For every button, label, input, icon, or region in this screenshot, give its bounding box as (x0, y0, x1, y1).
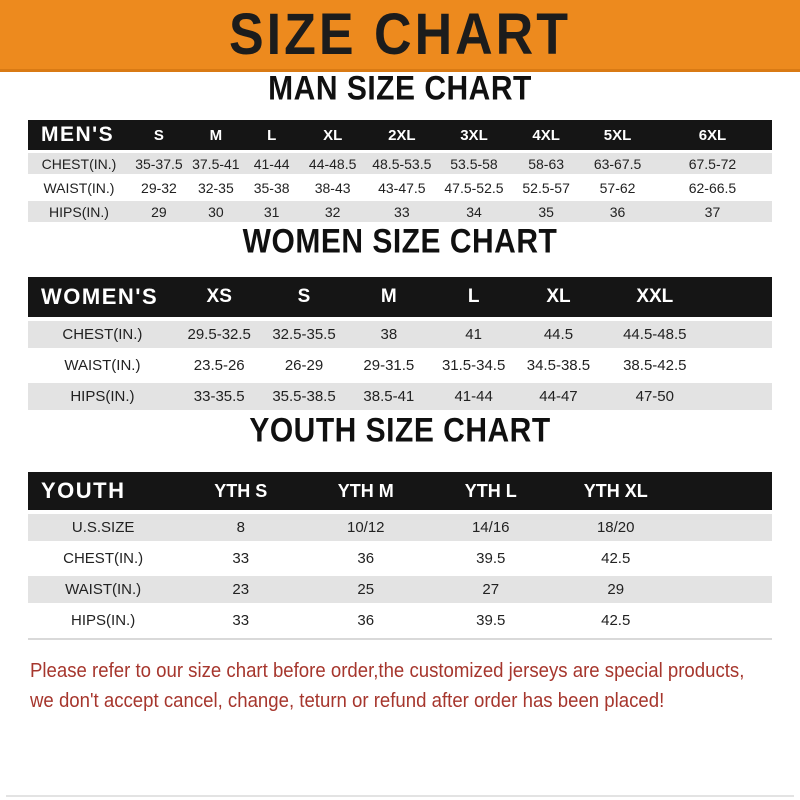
cell: 42.5 (553, 607, 678, 634)
women-chest-row (28, 321, 772, 348)
women-section (0, 222, 800, 414)
youth-col-header: YTH S (178, 472, 303, 510)
cell: 53.5-58 (438, 153, 510, 174)
cell: 31.5-34.5 (431, 352, 516, 379)
cell: 67.5-72 (653, 153, 772, 174)
row-label: WAIST(IN.) (28, 576, 178, 603)
youth-hips-row (28, 607, 772, 634)
row-label: WAIST(IN.) (28, 352, 177, 379)
youth-col-header: YTH XL (553, 472, 678, 510)
cell: 35-38 (244, 177, 300, 198)
row-label: CHEST(IN.) (28, 545, 178, 572)
cell: 10/12 (303, 514, 428, 541)
men-waist-row (28, 177, 772, 198)
men-size-table (28, 117, 772, 225)
size-chart-banner (0, 0, 800, 72)
row-label: HIPS(IN.) (28, 607, 178, 634)
cell: 30 (188, 201, 244, 222)
cell: 29 (553, 576, 678, 603)
cell: 35.5-38.5 (262, 383, 347, 410)
cell: 36 (303, 545, 428, 572)
cell: 8 (178, 514, 303, 541)
women-col-header: XL (516, 277, 601, 317)
cell: 35 (510, 201, 582, 222)
empty-cell (678, 545, 772, 572)
cell: 36 (582, 201, 653, 222)
men-section-heading: MAN SIZE CHART (268, 69, 532, 108)
row-label: HIPS(IN.) (28, 383, 177, 410)
cell: 38.5-42.5 (601, 352, 709, 379)
cell: 47-50 (601, 383, 709, 410)
women-hips-row (28, 383, 772, 410)
men-chest-row (28, 153, 772, 174)
women-col-header: XXL (601, 277, 709, 317)
disclaimer-line-1: Please refer to our size chart before order,the customized jerseys are special products, (30, 660, 745, 682)
youth-size-table (28, 468, 772, 640)
banner-title: SIZE CHART (229, 2, 571, 67)
cell: 32-35 (188, 177, 244, 198)
cell: 23.5-26 (177, 352, 262, 379)
men-col-header: S (130, 120, 188, 150)
row-label: WAIST(IN.) (28, 177, 130, 198)
empty-cell (709, 383, 772, 410)
cell: 48.5-53.5 (366, 153, 438, 174)
empty-cell (709, 321, 772, 348)
cell: 44-47 (516, 383, 601, 410)
empty-cell (678, 514, 772, 541)
cell: 14/16 (428, 514, 553, 541)
cell: 36 (303, 607, 428, 634)
youth-col-header: YTH L (428, 472, 553, 510)
cell: 44.5 (516, 321, 601, 348)
women-col-header: S (262, 277, 347, 317)
women-col-header: M (346, 277, 431, 317)
youth-chest-row (28, 545, 772, 572)
men-col-header: XL (300, 120, 366, 150)
cell: 33 (178, 545, 303, 572)
cell: 38-43 (300, 177, 366, 198)
empty-cell (678, 576, 772, 603)
men-col-header: 3XL (438, 120, 510, 150)
row-label: U.S.SIZE (28, 514, 178, 541)
empty-cell (709, 277, 772, 317)
youth-section-heading: YOUTH SIZE CHART (249, 411, 551, 450)
youth-col-header: YTH M (303, 472, 428, 510)
cell: 41-44 (244, 153, 300, 174)
men-group-label: MEN'S (28, 120, 130, 150)
women-col-header: XS (177, 277, 262, 317)
cell: 38 (346, 321, 431, 348)
cell: 38.5-41 (346, 383, 431, 410)
youth-header-row (28, 472, 772, 510)
cell: 39.5 (428, 607, 553, 634)
women-section-heading: WOMEN SIZE CHART (242, 222, 558, 261)
cell: 43-47.5 (366, 177, 438, 198)
cell: 29-32 (130, 177, 188, 198)
cell: 33 (366, 201, 438, 222)
youth-group-label: YOUTH (28, 472, 178, 510)
cell: 37.5-41 (188, 153, 244, 174)
women-waist-row (28, 352, 772, 379)
empty-cell (709, 352, 772, 379)
men-col-header: M (188, 120, 244, 150)
cell: 37 (653, 201, 772, 222)
cell: 33 (178, 607, 303, 634)
men-col-header: 5XL (582, 120, 653, 150)
cell: 34 (438, 201, 510, 222)
cell: 63-67.5 (582, 153, 653, 174)
cell: 32.5-35.5 (262, 321, 347, 348)
cell: 52.5-57 (510, 177, 582, 198)
men-col-header: L (244, 120, 300, 150)
women-group-label: WOMEN'S (28, 277, 177, 317)
cell: 32 (300, 201, 366, 222)
cell: 31 (244, 201, 300, 222)
row-label: CHEST(IN.) (28, 321, 177, 348)
cell: 26-29 (262, 352, 347, 379)
bottom-divider (6, 795, 794, 797)
men-header-row (28, 120, 772, 150)
cell: 57-62 (582, 177, 653, 198)
cell: 18/20 (553, 514, 678, 541)
cell: 62-66.5 (653, 177, 772, 198)
cell: 29.5-32.5 (177, 321, 262, 348)
cell: 58-63 (510, 153, 582, 174)
men-col-header: 6XL (653, 120, 772, 150)
women-size-table (28, 273, 772, 414)
cell: 34.5-38.5 (516, 352, 601, 379)
cell: 23 (178, 576, 303, 603)
cell: 41 (431, 321, 516, 348)
empty-cell (678, 607, 772, 634)
row-label: HIPS(IN.) (28, 201, 130, 222)
cell: 27 (428, 576, 553, 603)
youth-section (0, 411, 800, 640)
cell: 47.5-52.5 (438, 177, 510, 198)
cell: 29-31.5 (346, 352, 431, 379)
cell: 41-44 (431, 383, 516, 410)
disclaimer (30, 656, 800, 716)
cell: 44-48.5 (300, 153, 366, 174)
cell: 44.5-48.5 (601, 321, 709, 348)
women-col-header: L (431, 277, 516, 317)
cell: 39.5 (428, 545, 553, 572)
men-col-header: 4XL (510, 120, 582, 150)
cell: 29 (130, 201, 188, 222)
row-label: CHEST(IN.) (28, 153, 130, 174)
men-hips-row (28, 201, 772, 222)
women-header-row (28, 277, 772, 317)
cell: 25 (303, 576, 428, 603)
cell: 35-37.5 (130, 153, 188, 174)
cell: 42.5 (553, 545, 678, 572)
men-col-header: 2XL (366, 120, 438, 150)
youth-ussize-row (28, 514, 772, 541)
disclaimer-line-2: we don't accept cancel, change, teturn or refund after order has been placed! (30, 690, 665, 712)
youth-waist-row (28, 576, 772, 603)
empty-cell (678, 472, 772, 510)
cell: 33-35.5 (177, 383, 262, 410)
men-section (0, 69, 800, 225)
